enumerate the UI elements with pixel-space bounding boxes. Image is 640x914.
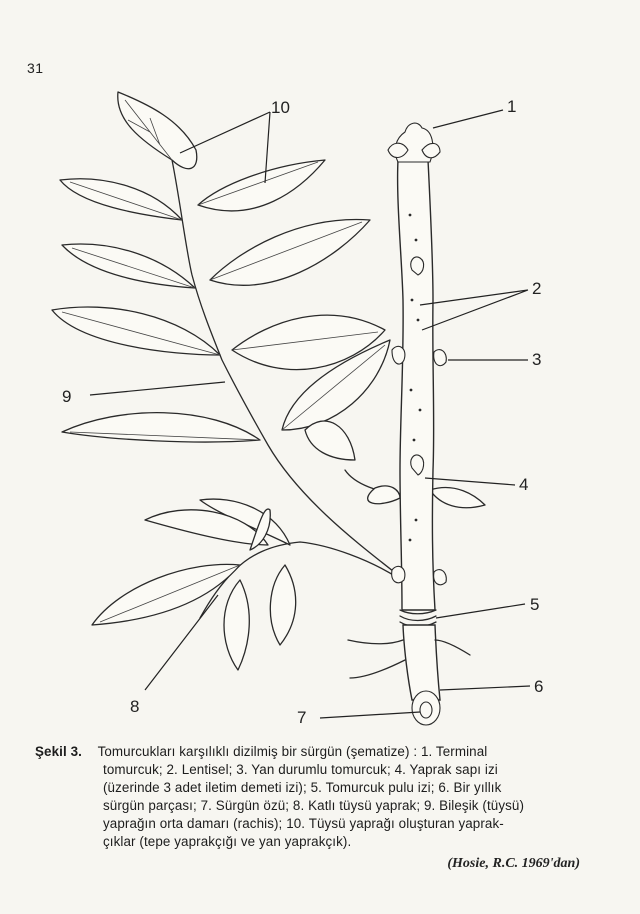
- figure-caption: [35, 743, 595, 851]
- caption-line-0: Tomurcukları karşılıklı dizilmiş bir sürgün (şematize) : 1. Terminal: [97, 744, 488, 759]
- callout-2: 2: [532, 279, 542, 298]
- callout-6: 6: [534, 677, 544, 696]
- caption-line-2: (üzerinde 3 adet iletim demeti izi); 5. Tomurcuk pulu izi; 6. Bir yıllık: [103, 780, 502, 795]
- caption-line-1: tomurcuk; 2. Lentisel; 3. Yan durumlu tomurcuk; 4. Yaprak sapı izi: [103, 762, 498, 777]
- callout-3: 3: [532, 350, 542, 369]
- callout-7: 7: [297, 708, 307, 727]
- callout-4: 4: [519, 475, 529, 494]
- source-citation: (Hosie, R.C. 1969'dan): [447, 856, 580, 871]
- callout-8: 8: [130, 697, 140, 716]
- leaflet-low-4: [224, 580, 249, 670]
- leaflet-2-right: [210, 220, 370, 286]
- caption-line-5: çıklar (tepe yaprakçığı ve yan yaprakçık).: [103, 834, 352, 849]
- callout-10: 10: [271, 98, 290, 117]
- leaflet-low-5: [270, 565, 295, 645]
- twig-body: [398, 160, 435, 610]
- leaflet-4-left: [62, 413, 260, 442]
- terminal-leaflet: [118, 92, 197, 169]
- figure-label: Şekil 3.: [35, 744, 82, 759]
- callout-1: 1: [507, 97, 517, 116]
- leaflet-top-right: [198, 160, 325, 211]
- callout-9: 9: [62, 387, 72, 406]
- leaflet-4b-right: [305, 421, 355, 460]
- compound-leaf-lower: [92, 499, 398, 670]
- callout-5: 5: [530, 595, 540, 614]
- caption-line-3: sürgün parçası; 7. Sürgün özü; 8. Katlı tüysü yaprak; 9. Bileşik (tüysü): [103, 798, 525, 813]
- caption-line-4: yaprağın orta damarı (rachis); 10. Tüysü yaprağı oluşturan yaprak-: [103, 816, 504, 831]
- page-number: 31: [27, 60, 44, 76]
- one-year-shoot: [403, 625, 440, 700]
- shoot: [348, 123, 470, 725]
